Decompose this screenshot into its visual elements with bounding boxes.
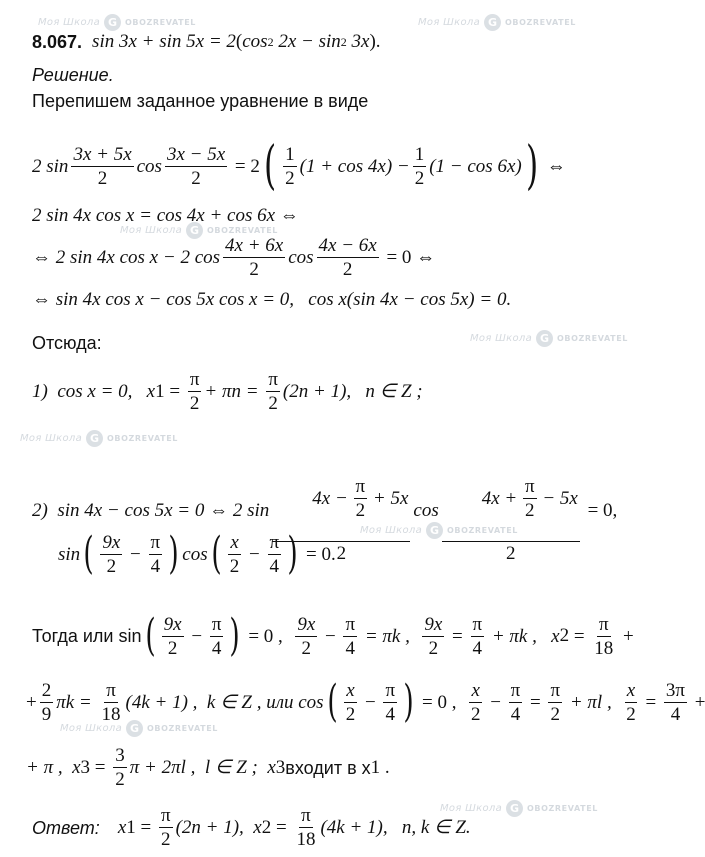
fraction (71, 145, 133, 188)
eq-text: − (125, 543, 146, 565)
fraction (228, 533, 242, 576)
eq-text: x (117, 817, 127, 838)
fraction (223, 236, 285, 279)
cos-label: cos (242, 31, 268, 52)
numerator: x (230, 531, 239, 553)
equation-step-4 (32, 290, 644, 309)
watermark-site: Моя Школа (440, 803, 503, 814)
intro-text: Перепишем заданное уравнение в виде (32, 91, 369, 111)
eq-text: − (485, 691, 506, 713)
eq-text: (1 + cos 4x) − (299, 155, 410, 177)
denominator: 18 (594, 637, 614, 659)
paren-open: ( (211, 528, 222, 579)
watermark-brand: OBOZREVATEL (147, 724, 218, 733)
fraction (422, 615, 444, 658)
numerator: π (268, 369, 278, 390)
denominator: 2 (525, 500, 535, 521)
denominator: 9 (41, 703, 52, 725)
numerator: π (550, 679, 561, 701)
fraction (383, 681, 397, 724)
watermark-logo-icon: G (484, 14, 501, 31)
denominator: 2 (97, 167, 108, 189)
eq-text: = (569, 625, 590, 647)
denominator: 2 (161, 829, 171, 850)
fraction (159, 806, 173, 849)
eq-text: 2) sin 4x − cos 5x = 0 ⇔ 2 sin (32, 500, 270, 521)
eq-text: π + 2πl , l ∈ Z ; x (129, 757, 276, 778)
denominator: 2 (342, 259, 353, 280)
denominator: 2 (345, 703, 356, 725)
paren-open: ( (263, 136, 277, 196)
watermark-site: Моя Школа (60, 723, 123, 734)
paren-close: ) (369, 31, 376, 52)
numerator: x (346, 679, 355, 701)
fraction (592, 615, 615, 658)
denominator: 2 (336, 543, 347, 564)
numerator: π (301, 805, 311, 826)
fraction (523, 477, 537, 520)
problem-lhs: sin 3x + sin 5x = 2 (92, 31, 236, 52)
watermark-logo-icon: G (186, 222, 203, 239)
equation-step-1 (32, 136, 644, 196)
watermark-brand: OBOZREVATEL (505, 18, 576, 27)
equation-step-2 (32, 206, 644, 225)
eq-text: = (525, 691, 546, 713)
numerator: x (626, 679, 636, 701)
fraction (188, 370, 202, 413)
eq-text: ⇔ (542, 155, 566, 177)
denominator: 2 (470, 703, 481, 725)
denominator: 4 (472, 637, 483, 659)
intro-line (32, 92, 644, 110)
denominator: 2 (301, 637, 312, 659)
eq-text: = πk , (360, 625, 420, 647)
eq-text: (2n + 1), x (175, 817, 262, 838)
eq-text: = 2 (230, 155, 260, 177)
problem-number: 8.067. (32, 31, 83, 52)
fraction (344, 681, 358, 724)
eq-text: − 5x (537, 488, 578, 509)
eq-text: + πn = (204, 381, 264, 402)
denominator: 2 (249, 259, 259, 280)
watermark-site: Моя Школа (360, 525, 423, 536)
watermark-site: Моя Школа (20, 433, 83, 444)
equation-step-3 (32, 236, 644, 279)
fraction (413, 145, 427, 188)
fraction (317, 236, 379, 279)
fraction (354, 477, 368, 520)
fraction (165, 145, 227, 188)
paren-close: ) (287, 528, 298, 579)
watermark-site: Моя Школа (120, 225, 183, 236)
numerator: 1 (414, 143, 425, 165)
fraction (210, 615, 224, 658)
eq-text: = (640, 691, 661, 713)
numerator: π (160, 805, 171, 826)
fraction (162, 615, 184, 658)
denominator: 2 (550, 703, 561, 725)
eq-text: = 0, (582, 500, 618, 521)
watermark-site: Моя Школа (418, 17, 481, 28)
denominator: 4 (211, 637, 222, 659)
denominator: 2 (414, 167, 425, 189)
problem-statement: 8.067. sin 3x + sin 5x = 2 ( cos 2 2x − sin 2 3x ) . (32, 31, 381, 52)
fraction (268, 533, 282, 576)
denominator: 4 (345, 637, 356, 659)
numerator: 4x + 6x (225, 235, 284, 256)
hence-line (32, 334, 644, 352)
numerator: π (106, 679, 116, 701)
eq-text: ⇔ sin 4x cos x − cos 5x cos x = 0, cos x(sin 4x − cos 5x) = 0. (32, 289, 512, 310)
eq-text: (4k + 1), n, k ∈ Z. (320, 817, 471, 838)
eq-text: 1) cos x = 0, x (32, 381, 156, 402)
denominator: 2 (428, 637, 439, 659)
numerator: 9x (102, 531, 121, 553)
then-line-1: Тогда или sin ( $\frac{9x}{2}$ − $\frac{\pi}{4}$ ) = 0 , $\frac{9x}{2}$ − $\frac{\pi}{4}$ = πk , $\frac{9x}{2}$ = $\frac{\pi}{4}$ + πk , x 2 = $\frac{\pi}{18}$ + (32, 610, 634, 661)
paren-open: ( (235, 31, 243, 52)
numerator: 4x − 6x (318, 235, 377, 256)
eq-text: = 0. (301, 543, 336, 565)
watermark-brand: OBOZREVATEL (207, 226, 278, 235)
fraction (509, 681, 523, 724)
watermark-logo-icon: G (536, 330, 553, 347)
paren-close: ) (229, 610, 241, 661)
watermark-brand: OBOZREVATEL (557, 334, 628, 343)
watermark-brand: OBOZREVATEL (107, 434, 178, 443)
numerator: π (598, 613, 609, 635)
problem-cos-arg: 2x − sin (273, 31, 341, 52)
eq-text: + πl , (565, 691, 622, 713)
eq-text: = (90, 757, 111, 778)
denominator: 4 (269, 555, 280, 577)
denominator: 18 (296, 829, 316, 850)
eq-text: = 0 ⇔ (381, 247, 436, 268)
eq-text: = (135, 817, 156, 838)
denominator: 4 (510, 703, 521, 725)
eq-text: = (271, 817, 292, 838)
fraction (283, 145, 297, 188)
numerator: π (211, 613, 222, 635)
eq-text: + (618, 625, 634, 647)
eq-text: 2 sin (32, 155, 69, 177)
denominator: 2 (506, 543, 516, 564)
eq-text: + π , x (26, 757, 81, 778)
numerator: π (472, 613, 483, 635)
eq-text: 4x + (481, 488, 522, 509)
numerator: π (355, 476, 366, 497)
watermark-brand: OBOZREVATEL (527, 804, 598, 813)
watermark-logo-icon: G (104, 14, 121, 31)
parentheses (324, 676, 418, 727)
watermark-brand: OBOZREVATEL (125, 18, 196, 27)
parentheses (80, 528, 182, 579)
fraction (343, 615, 357, 658)
eq-text: входит в x (285, 757, 371, 778)
eq-text: + (690, 691, 705, 713)
eq-text: cos (182, 543, 208, 565)
numerator: 2 (41, 679, 52, 701)
fraction (295, 615, 317, 658)
eq-text: ⇔ 2 sin 4x cos x − 2 cos (32, 247, 221, 268)
paren-open: ( (327, 676, 338, 727)
eq-text: cos (413, 500, 439, 521)
denominator: 2 (626, 703, 636, 725)
then-line-3: + π , x 3 = $\frac{3}{2}$ π + 2πl , l ∈ Z ; x 3 входит в x 1 . (26, 745, 390, 790)
numerator: π (345, 613, 356, 635)
eq-text: = 0 , (417, 691, 466, 713)
fraction (100, 533, 122, 576)
eq-text: − (360, 691, 381, 713)
nested-expression (312, 477, 408, 520)
denominator: 4 (670, 703, 681, 725)
watermark-logo-icon: G (506, 800, 523, 817)
eq-text: + (26, 691, 37, 713)
fraction (469, 681, 483, 724)
denominator: 2 (167, 637, 178, 659)
paren-open: ( (83, 528, 94, 579)
fraction (149, 533, 163, 576)
eq-text: cos (288, 247, 314, 268)
numerator: 3x + 5x (73, 143, 132, 165)
numerator: π (269, 531, 280, 553)
watermark-logo-icon: G (86, 430, 103, 447)
fraction (40, 681, 54, 724)
eq-text: + πk , x (487, 625, 560, 647)
eq-text: − (320, 625, 341, 647)
answer-label: Ответ: (32, 817, 100, 838)
numerator: 9x (424, 613, 443, 635)
denominator: 2 (106, 555, 117, 577)
eq-text: 4x − (312, 488, 353, 509)
eq-text: − (244, 543, 265, 565)
fraction (664, 681, 687, 724)
numerator: 9x (297, 613, 316, 635)
hence-label: Отсюда: (32, 333, 102, 353)
fraction (100, 681, 123, 724)
solution-heading (32, 66, 644, 84)
watermark (38, 14, 196, 31)
eq-text: − (186, 625, 207, 647)
eq-text: = (447, 625, 468, 647)
numerator: 9x (163, 613, 182, 635)
eq-text: 2 sin 4x cos x = cos 4x + cos 6x ⇔ (32, 205, 299, 226)
denominator: 2 (285, 167, 295, 189)
fraction (294, 806, 317, 849)
watermark (418, 14, 576, 31)
solution-label: Решение. (32, 65, 114, 85)
eq-text: Тогда или sin (32, 626, 142, 646)
eq-text: + 5x (368, 488, 409, 509)
denominator: 4 (385, 703, 396, 725)
denominator: 2 (189, 393, 200, 414)
case-1: 1) cos x = 0, x 1 = $\frac{\pi}{2}$ + πn = $\frac{\pi}{2}$ (2n + 1), n ∈ Z ; (32, 369, 423, 414)
fraction (113, 746, 127, 789)
numerator: x (471, 679, 480, 701)
denominator: 18 (101, 703, 121, 725)
paren-close: ) (403, 676, 414, 727)
eq-text: . (380, 757, 390, 778)
watermark (20, 430, 178, 447)
numerator: π (385, 679, 396, 701)
fraction (266, 370, 280, 413)
denominator: 2 (115, 769, 125, 790)
numerator: π (189, 369, 200, 390)
numerator: π (510, 679, 521, 701)
numerator: 3x − 5x (166, 143, 226, 165)
answer-line: Ответ: x 1 = $\frac{\pi}{2}$ (2n + 1), x 2 = $\frac{\pi}{18}$ (4k + 1), n, k ∈ Z. (32, 805, 471, 850)
eq-text: = (164, 381, 185, 402)
paren-close: ) (525, 136, 538, 196)
denominator: 2 (229, 555, 240, 577)
parentheses (208, 528, 302, 579)
eq-text: πk = (56, 691, 97, 713)
watermark-brand: OBOZREVATEL (447, 526, 518, 535)
problem-end: . (375, 31, 381, 52)
eq-text: (4k + 1) , k ∈ Z , или cos (125, 691, 324, 713)
numerator (442, 458, 580, 542)
paren-open: ( (144, 610, 156, 661)
numerator: π (150, 531, 161, 553)
denominator: 4 (150, 555, 161, 577)
watermark-logo-icon: G (126, 720, 143, 737)
fraction (548, 681, 562, 724)
eq-text: = 0 , (243, 625, 293, 647)
nested-expression (482, 477, 578, 520)
problem-sin-arg: 3x (346, 31, 370, 52)
denominator: 2 (355, 500, 366, 521)
eq-text: (2n + 1), n ∈ Z ; (282, 381, 423, 402)
watermark-site: Моя Школа (470, 333, 533, 344)
watermark-site: Моя Школа (38, 17, 101, 28)
eq-text: (1 − cos 6x) (429, 155, 522, 177)
fraction (624, 681, 638, 724)
eq-text: sin (58, 543, 81, 565)
watermark-logo-icon: G (426, 522, 443, 539)
numerator: 1 (285, 143, 295, 165)
numerator: π (524, 476, 535, 497)
paren-close: ) (168, 528, 179, 579)
numerator: 3π (665, 679, 686, 701)
eq-text: cos (136, 155, 162, 177)
denominator: 2 (268, 393, 278, 414)
fraction (471, 615, 485, 658)
denominator: 2 (191, 167, 201, 189)
parentheses (142, 610, 244, 661)
numerator: 3 (115, 745, 125, 766)
big-parentheses (260, 136, 542, 196)
